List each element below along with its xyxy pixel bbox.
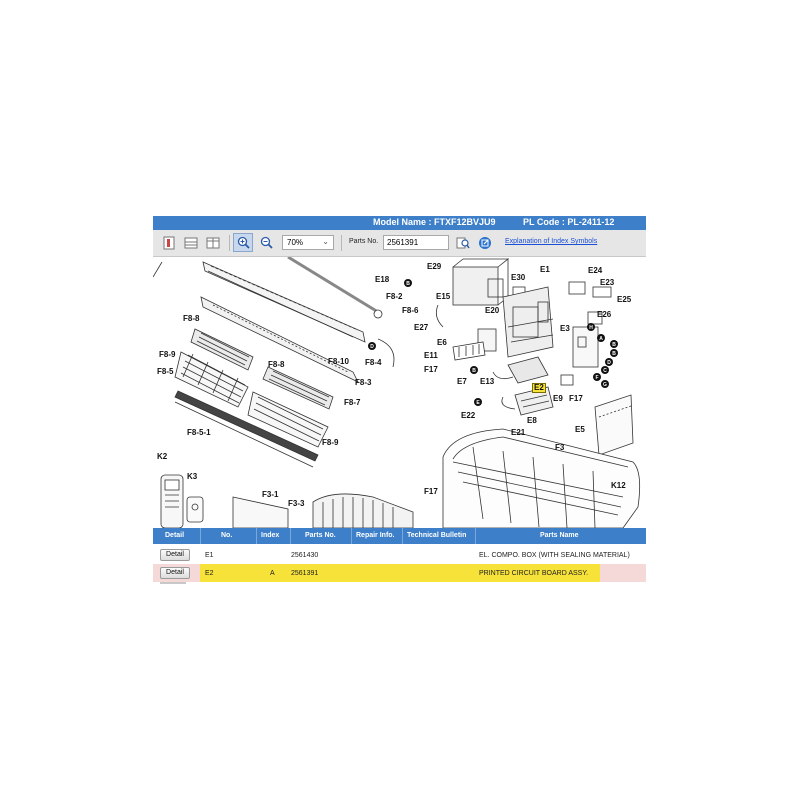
label-e9[interactable]: E9 xyxy=(553,394,563,403)
label-e8[interactable]: E8 xyxy=(527,416,537,425)
label-e3[interactable]: E3 xyxy=(560,324,570,333)
column-divider xyxy=(475,528,476,544)
label-e23[interactable]: E23 xyxy=(600,278,615,287)
label-e30[interactable]: E30 xyxy=(511,273,526,282)
parts-no-label: Parts No. xyxy=(349,238,379,245)
layout-split-icon[interactable] xyxy=(159,233,179,252)
list-view-icon[interactable] xyxy=(181,233,201,252)
pl-code: PL Code : PL-2411-12 xyxy=(523,217,615,227)
label-e7[interactable]: E7 xyxy=(457,377,467,386)
label-e27[interactable]: E27 xyxy=(414,323,429,332)
column-divider xyxy=(256,528,257,544)
detail-button[interactable]: Detail xyxy=(160,567,190,579)
zoom-value: 70% xyxy=(287,238,304,247)
label-e18[interactable]: E18 xyxy=(375,275,390,284)
label-f3[interactable]: F3 xyxy=(555,443,565,452)
parts-no-input[interactable]: 2561391 xyxy=(383,235,449,250)
column-header-technical-bulletin: Technical Bulletin xyxy=(407,532,467,539)
two-pane-icon[interactable] xyxy=(203,233,223,252)
column-header-parts-name: Parts Name xyxy=(540,532,579,539)
parts-table-header xyxy=(153,528,646,544)
cell-parts-no: 2561430 xyxy=(291,552,319,559)
callout-d: D xyxy=(607,360,611,366)
column-divider xyxy=(290,528,291,544)
label-f17[interactable]: F17 xyxy=(424,487,438,496)
label-f8-9[interactable]: F8-9 xyxy=(159,350,176,359)
label-e26[interactable]: E26 xyxy=(597,310,612,319)
parts-viewer-window xyxy=(153,216,646,584)
label-e21[interactable]: E21 xyxy=(511,428,526,437)
label-f8-2[interactable]: F8-2 xyxy=(386,292,403,301)
callout-b: B xyxy=(612,351,616,357)
label-f8-3[interactable]: F8-3 xyxy=(355,378,372,387)
cell-no: E1 xyxy=(205,552,214,559)
title-bar xyxy=(153,216,646,230)
toolbar-divider xyxy=(229,235,230,251)
column-divider xyxy=(200,528,201,544)
label-e1[interactable]: E1 xyxy=(540,265,550,274)
cell-parts-no: 2561391 xyxy=(291,570,319,577)
label-k3[interactable]: K3 xyxy=(187,472,198,481)
label-e29[interactable]: E29 xyxy=(427,262,442,271)
label-f8-6[interactable]: F8-6 xyxy=(402,306,419,315)
label-f8-10[interactable]: F8-10 xyxy=(328,357,349,366)
label-f8-7[interactable]: F8-7 xyxy=(344,398,361,407)
column-divider xyxy=(351,528,352,544)
label-k2[interactable]: K2 xyxy=(157,452,168,461)
callout-b: B xyxy=(612,342,616,348)
label-e11[interactable]: E11 xyxy=(424,351,438,360)
next-row-partial xyxy=(160,582,186,584)
label-k12[interactable]: K12 xyxy=(611,481,626,490)
callout-f: F xyxy=(595,375,599,381)
label-f8-5-1[interactable]: F8-5-1 xyxy=(187,428,211,437)
table-row[interactable] xyxy=(153,546,646,564)
label-f8-5[interactable]: F8-5 xyxy=(157,367,174,376)
label-e13[interactable]: E13 xyxy=(480,377,495,386)
label-e6[interactable]: E6 xyxy=(437,338,447,347)
callout-c: C xyxy=(603,368,607,374)
label-e15[interactable]: E15 xyxy=(436,292,451,301)
column-header-no: No. xyxy=(221,532,233,539)
open-external-icon[interactable] xyxy=(475,233,495,252)
callout-b: B xyxy=(406,281,410,287)
zoom-select[interactable] xyxy=(282,235,334,250)
label-e24[interactable]: E24 xyxy=(588,266,603,275)
callout-a: A xyxy=(599,336,603,342)
column-header-detail: Detail xyxy=(165,532,185,539)
label-e25[interactable]: E25 xyxy=(617,295,632,304)
callout-h: H xyxy=(589,325,593,331)
detail-button[interactable]: Detail xyxy=(160,549,190,561)
table-row-selected[interactable] xyxy=(153,564,646,582)
cell-no: E2 xyxy=(205,570,214,577)
cell-parts-name: PRINTED CIRCUIT BOARD ASSY. xyxy=(479,570,589,577)
callout-g: G xyxy=(603,382,607,388)
label-f8-8[interactable]: F8-8 xyxy=(183,314,200,323)
label-f17[interactable]: F17 xyxy=(424,365,438,374)
cell-index: A xyxy=(270,570,275,577)
chevron-down-icon: ⌄ xyxy=(322,237,329,246)
callout-d: D xyxy=(370,344,374,350)
cell-parts-name: EL. COMPO. BOX (WITH SEALING MATERIAL) xyxy=(479,552,630,559)
label-f8-9[interactable]: F8-9 xyxy=(322,438,339,447)
search-parts-icon[interactable] xyxy=(453,233,473,252)
toolbar xyxy=(153,230,646,257)
label-e20[interactable]: E20 xyxy=(485,306,500,315)
column-divider xyxy=(402,528,403,544)
callout-e: E xyxy=(476,400,480,406)
toolbar-divider xyxy=(341,235,342,251)
zoom-out-icon[interactable] xyxy=(256,233,276,252)
column-header-repair-info: Repair Info. xyxy=(356,532,395,539)
label-f8-4[interactable]: F8-4 xyxy=(365,358,382,367)
column-header-parts-no: Parts No. xyxy=(305,532,336,539)
column-header-index: Index xyxy=(261,532,280,539)
label-f8-8[interactable]: F8-8 xyxy=(268,360,285,369)
label-e5[interactable]: E5 xyxy=(575,425,585,434)
label-f3-1[interactable]: F3-1 xyxy=(262,490,279,499)
exploded-parts-diagram xyxy=(153,257,646,528)
label-f17[interactable]: F17 xyxy=(569,394,583,403)
index-symbols-link[interactable]: Explanation of Index Symbols xyxy=(505,238,598,245)
zoom-in-icon[interactable] xyxy=(233,233,253,252)
label-f3-3[interactable]: F3-3 xyxy=(288,499,305,508)
callout-b: B xyxy=(472,368,476,374)
model-name: Model Name : FTXF12BVJU9 xyxy=(373,217,496,227)
label-e2-highlighted[interactable]: E2 xyxy=(534,383,544,392)
label-e22[interactable]: E22 xyxy=(461,411,476,420)
